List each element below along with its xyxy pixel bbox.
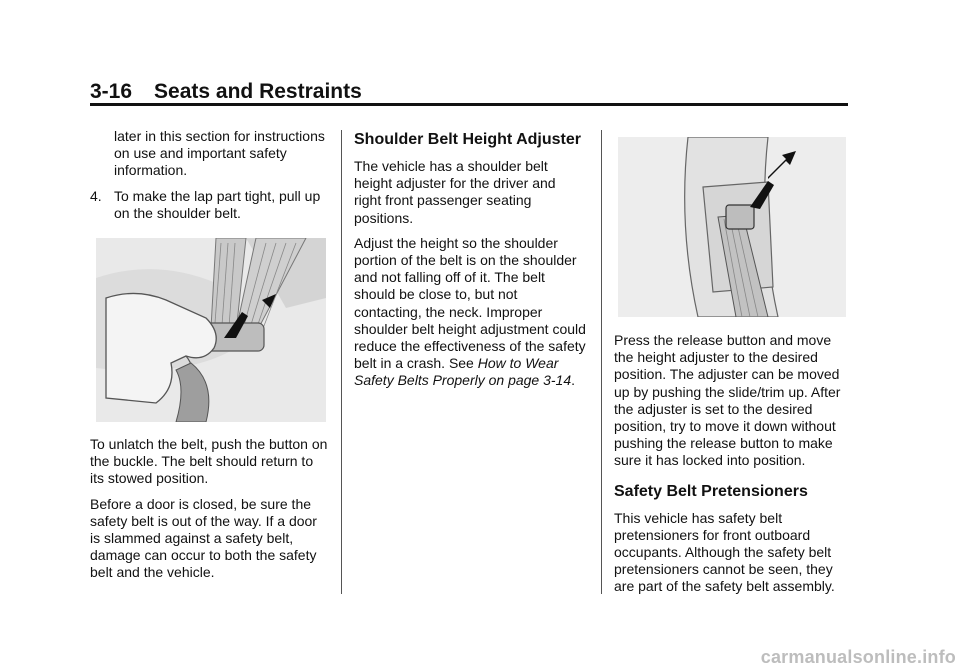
height-adjuster-illustration bbox=[618, 137, 846, 317]
paragraph-end: . bbox=[571, 372, 576, 389]
section-title: Seats and Restraints bbox=[154, 80, 362, 103]
watermark: carmanualsonline.info bbox=[760, 647, 956, 667]
buckle-hand-arrow-icon bbox=[96, 238, 326, 422]
unlatch-paragraph: To unlatch the belt, push the button on the buckle. The belt should return to its stowed position. bbox=[90, 436, 328, 487]
page-number: 3-16 bbox=[90, 80, 133, 103]
header-rule bbox=[90, 103, 848, 106]
column-1 bbox=[90, 128, 330, 230]
column-2 bbox=[354, 130, 586, 398]
continued-paragraph: later in this section for instructions on use and important safety information. bbox=[114, 128, 325, 179]
column-divider-2 bbox=[601, 130, 602, 594]
adjuster-intro-paragraph: The vehicle has a shoulder belt height adjuster for the driver and right front passenger seating positions. bbox=[354, 158, 556, 226]
cross-reference-link[interactable]: How to Wear Safety Belts Properly on page 3-14 bbox=[354, 355, 572, 389]
column-3 bbox=[614, 332, 854, 604]
step-4-number: 4. bbox=[90, 187, 102, 204]
door-paragraph: Before a door is closed, be sure the safety belt is out of the way. If a door is slammed against a safety belt, damage can occur to both the safety belt and the vehicle. bbox=[90, 495, 317, 581]
column-1-lower bbox=[90, 436, 330, 590]
height-adjuster-heading: Shoulder Belt Height Adjuster bbox=[354, 131, 581, 148]
page-header bbox=[90, 80, 362, 104]
height-adjuster-arrow-icon bbox=[618, 137, 846, 317]
pretensioners-heading: Safety Belt Pretensioners bbox=[614, 482, 808, 500]
release-button-paragraph: Press the release button and move the height adjuster to the desired position. The adjuster can be moved up by pushing the slide/trim up. After the adjuster is set to the desired position, try to move it down without pushing the release button to make sure it has locked into position. bbox=[614, 332, 841, 469]
step-4-text: To make the lap part tight, pull up on the shoulder belt. bbox=[114, 187, 321, 221]
adjust-height-paragraph bbox=[354, 235, 586, 390]
adjust-height-text: Adjust the height so the shoulder portion of the belt is on the shoulder and not falling off of it. The belt should be close to, but not contacting, the neck. Improper shoulder belt height adjustment could reduce the effectiveness of the safety belt in a crash. See bbox=[354, 234, 586, 372]
buckle-illustration bbox=[96, 238, 326, 422]
step-4 bbox=[90, 188, 330, 222]
pretensioners-paragraph: This vehicle has safety belt pretensioners for front outboard occupants. Although the safety belt pretensioners cannot be seen, they are part of the safety belt assembly. bbox=[614, 509, 835, 595]
column-divider-1 bbox=[341, 130, 342, 594]
